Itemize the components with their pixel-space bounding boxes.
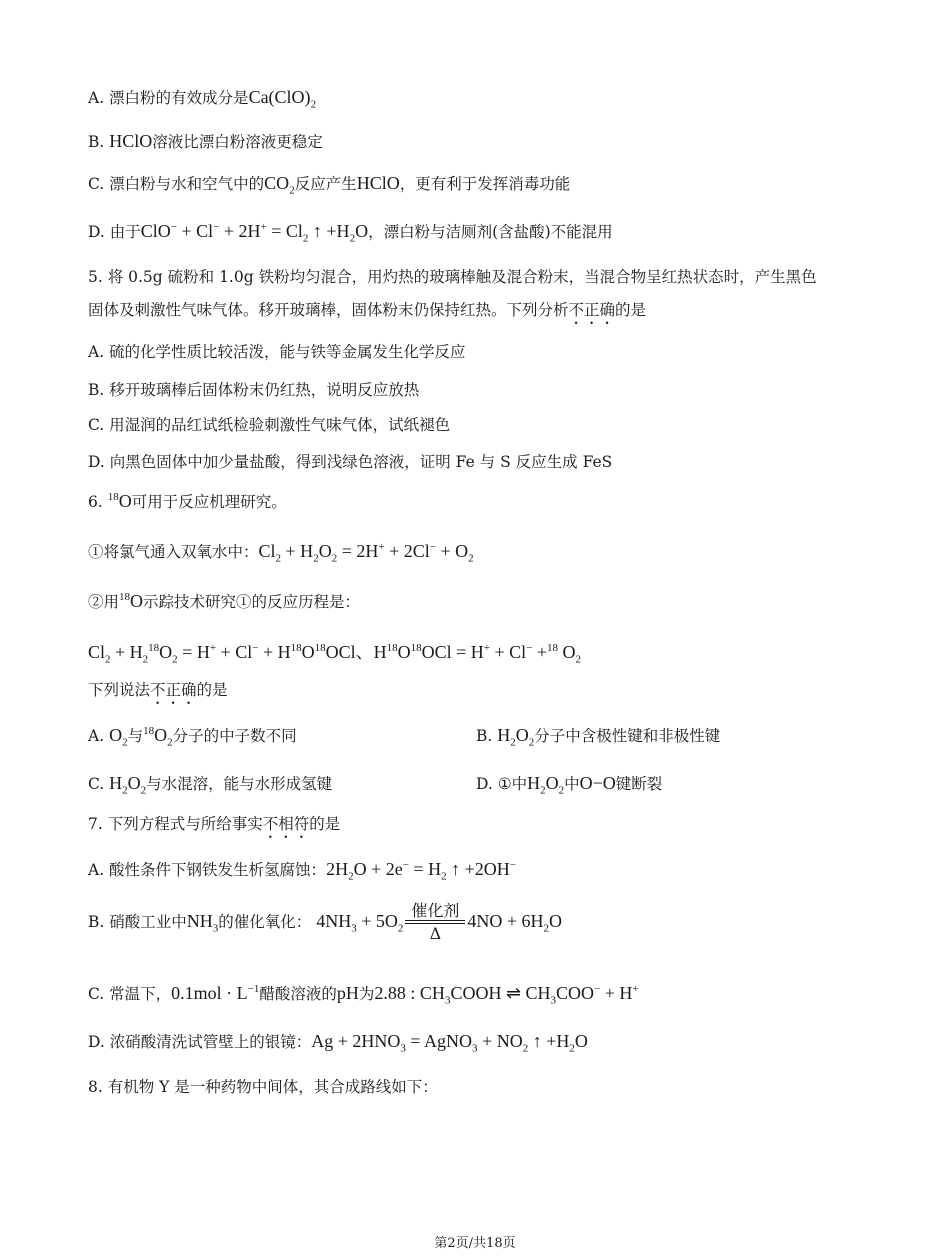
q5-option-a: A. 硫的化学性质比较活泼，能与铁等金属发生化学反应 <box>88 343 466 361</box>
q4-a-text: A. 漂白粉的有效成分是 <box>88 89 249 107</box>
q7-stem-emphasis: 不相符 <box>262 815 310 833</box>
q6-item1-text: ①将氯气通入双氧水中： <box>88 543 259 561</box>
q6-question-text: 下列说法 <box>88 681 151 699</box>
q6-mechanism-equation <box>88 638 581 666</box>
q6-question-end: 的是 <box>196 681 228 699</box>
q6-question-emphasis: 不正确 <box>150 681 197 699</box>
q4-option-a <box>88 86 316 111</box>
equation-clo-cl: $ClO^- + Cl^- + 2H^+ = Cl_2$ ↑ $+H_2O$ <box>140 221 369 245</box>
q7-b-text-end: 的催化氧化： <box>218 913 312 931</box>
q6-d-label: D. ①中 <box>476 775 528 793</box>
concentration-value: $0.1mol \cdot L^{-1}$ <box>171 983 260 1003</box>
q7-c-text-end: 为 <box>358 985 375 1003</box>
q6-option-c <box>88 772 332 797</box>
q6-c-label: C. <box>88 775 105 793</box>
q7-b-text: B. 硝酸工业中 <box>88 913 187 931</box>
q7-option-d <box>88 1030 588 1055</box>
q4-c-text: C. 漂白粉与水和空气中的 <box>88 175 265 193</box>
q6-b-label: B. <box>476 727 493 745</box>
q6-option-a <box>88 724 297 749</box>
q6-c-text: 与水混溶，能与水形成氢键 <box>146 775 333 793</box>
q7-d-text: D. 浓硝酸清洗试管壁上的银镜： <box>88 1033 312 1051</box>
equation-hydrogen-corrosion: $2H_2O + 2e^- = H_2$ ↑ +2OH− <box>326 859 516 883</box>
q4-option-c <box>88 172 570 197</box>
q4-option-d <box>88 220 613 245</box>
q5-stem-text: 固体及刺激性气味气体。移开玻璃棒，固体粉末仍保持红热。下列分析 <box>88 301 569 319</box>
formula-co2: $CO_2$ <box>264 173 295 197</box>
q7-c-text-mid: 醋酸溶液的 <box>259 985 337 1003</box>
q4-b-text: 溶液比漂白粉溶液更稳定 <box>152 133 323 151</box>
formula-18o2: $^{18}O_2$ <box>143 725 173 749</box>
q7-option-b <box>88 902 562 944</box>
q6-option-b <box>476 724 720 749</box>
equation-mechanism: $Cl_2 + H_2^{18}O_2 = H^+ + Cl^- + H^{18}O^{18}OCl$、$H^{18}O^{18}OCl = H^+ + Cl^- +^{18}$ $O_2$ <box>88 642 582 666</box>
q4-b-label: B. <box>88 133 110 151</box>
q7-stem-end: 的是 <box>309 815 341 833</box>
q7-stem-text: 7. 下列方程式与所给事实 <box>88 815 263 833</box>
q5-option-c: C. 用湿润的品红试纸检验刺激性气味气体，试纸褪色 <box>88 416 451 434</box>
formula-h2o2-2: $H_2O_2$ <box>109 773 147 797</box>
q6-item2 <box>88 590 360 612</box>
q5-stem-end: 的是 <box>615 301 647 319</box>
q5-option-b: B. 移开玻璃棒后固体粉末仍红热，说明反应放热 <box>88 381 420 399</box>
q7-option-a <box>88 858 516 883</box>
q7-option-c <box>88 982 639 1007</box>
isotope-18o: $^{18}$O <box>107 491 132 511</box>
equation-ammonia-oxidation: $4NH_3 + 5O_2$ <box>316 911 404 935</box>
q4-d-prefix: D. 由于 <box>88 223 141 241</box>
q4-c-mid: 反应产生 <box>294 175 357 193</box>
heat-symbol: Δ <box>429 924 442 943</box>
q6-a-label: A. <box>88 727 105 745</box>
q6-d-text: 键断裂 <box>615 775 663 793</box>
q5-option-d: D. 向黑色固体中加少量盐酸，得到浅绿色溶液，证明 Fe 与 S 反应生成 FeS <box>88 453 613 471</box>
q6-item2-text: 示踪技术研究①的反应历程是： <box>143 593 361 611</box>
q6-stem-text: 可用于反应机理研究。 <box>131 493 287 511</box>
q4-d-suffix: ，漂白粉与洁厕剂(含盐酸)不能混用 <box>368 223 613 241</box>
q5-stem-emphasis: 不正确 <box>568 301 616 319</box>
q7-stem <box>88 812 340 842</box>
formula-hclo: HClO <box>109 131 153 151</box>
q4-c-suffix: ，更有利于发挥消毒功能 <box>399 175 571 193</box>
q6-a-text: 分子的中子数不同 <box>172 727 297 745</box>
formula-hclo-2: HClO <box>356 173 400 193</box>
q6-d-mid: 中 <box>564 775 580 793</box>
formula-o2: $O_2$ <box>109 725 128 749</box>
q5-stem-line2 <box>88 298 646 328</box>
isotope-18o-2: $^{18}$O <box>119 591 144 611</box>
catalyst-label: 催化剂 <box>411 901 460 920</box>
equation-acetic-acid: 2.88 : $CH_3COOH$ ⇌ $CH_3COO^- + H^+$ <box>374 983 639 1007</box>
equation-ammonia-products: $4NO + 6H_2O$ <box>467 911 563 935</box>
formula-h2o2: $H_2O_2$ <box>497 725 535 749</box>
q6-stem <box>88 490 287 512</box>
q4-option-b <box>88 130 323 152</box>
q7-a-text: A. 酸性条件下钢铁发生析氢腐蚀： <box>88 861 327 879</box>
q6-number: 6. <box>88 493 103 511</box>
formula-ca-clo2: $Ca(ClO)_2$ <box>248 87 317 111</box>
q6-a-mid: 与 <box>127 727 144 745</box>
formula-o-o: O−O <box>579 773 616 793</box>
q6-question <box>88 678 228 708</box>
q6-item1 <box>88 540 474 565</box>
q7-c-text: C. 常温下， <box>88 985 172 1003</box>
q6-item2-prefix: ②用 <box>88 593 120 611</box>
q6-b-text: 分子中含极性键和非极性键 <box>534 727 721 745</box>
formula-ph: pH <box>336 983 359 1003</box>
equation-silver-nitric: $Ag + 2HNO_3$ = AgNO$_3$ + $NO_2$ ↑ $+H_2O$ <box>311 1031 588 1055</box>
page-footer: 第2页/共18页 <box>434 1236 516 1251</box>
q6-option-d <box>476 772 662 797</box>
formula-nh3: $NH_3$ <box>186 911 219 935</box>
q8-stem: 8. 有机物 Y 是一种药物中间体，其合成路线如下： <box>88 1078 438 1096</box>
catalyst-arrow <box>405 902 465 944</box>
formula-h2o2-3: $H_2O_2$ <box>527 773 565 797</box>
q5-stem-line1: 5. 将 0.5g 硫粉和 1.0g 铁粉均匀混合，用灼热的玻璃棒触及混合粉末，当混合物呈红热状态时，产生黑色 <box>88 268 817 286</box>
equation-cl2-h2o2: $Cl_2 + H_2O_2 = 2H^+ + 2Cl^- + O_2$ <box>258 541 474 565</box>
